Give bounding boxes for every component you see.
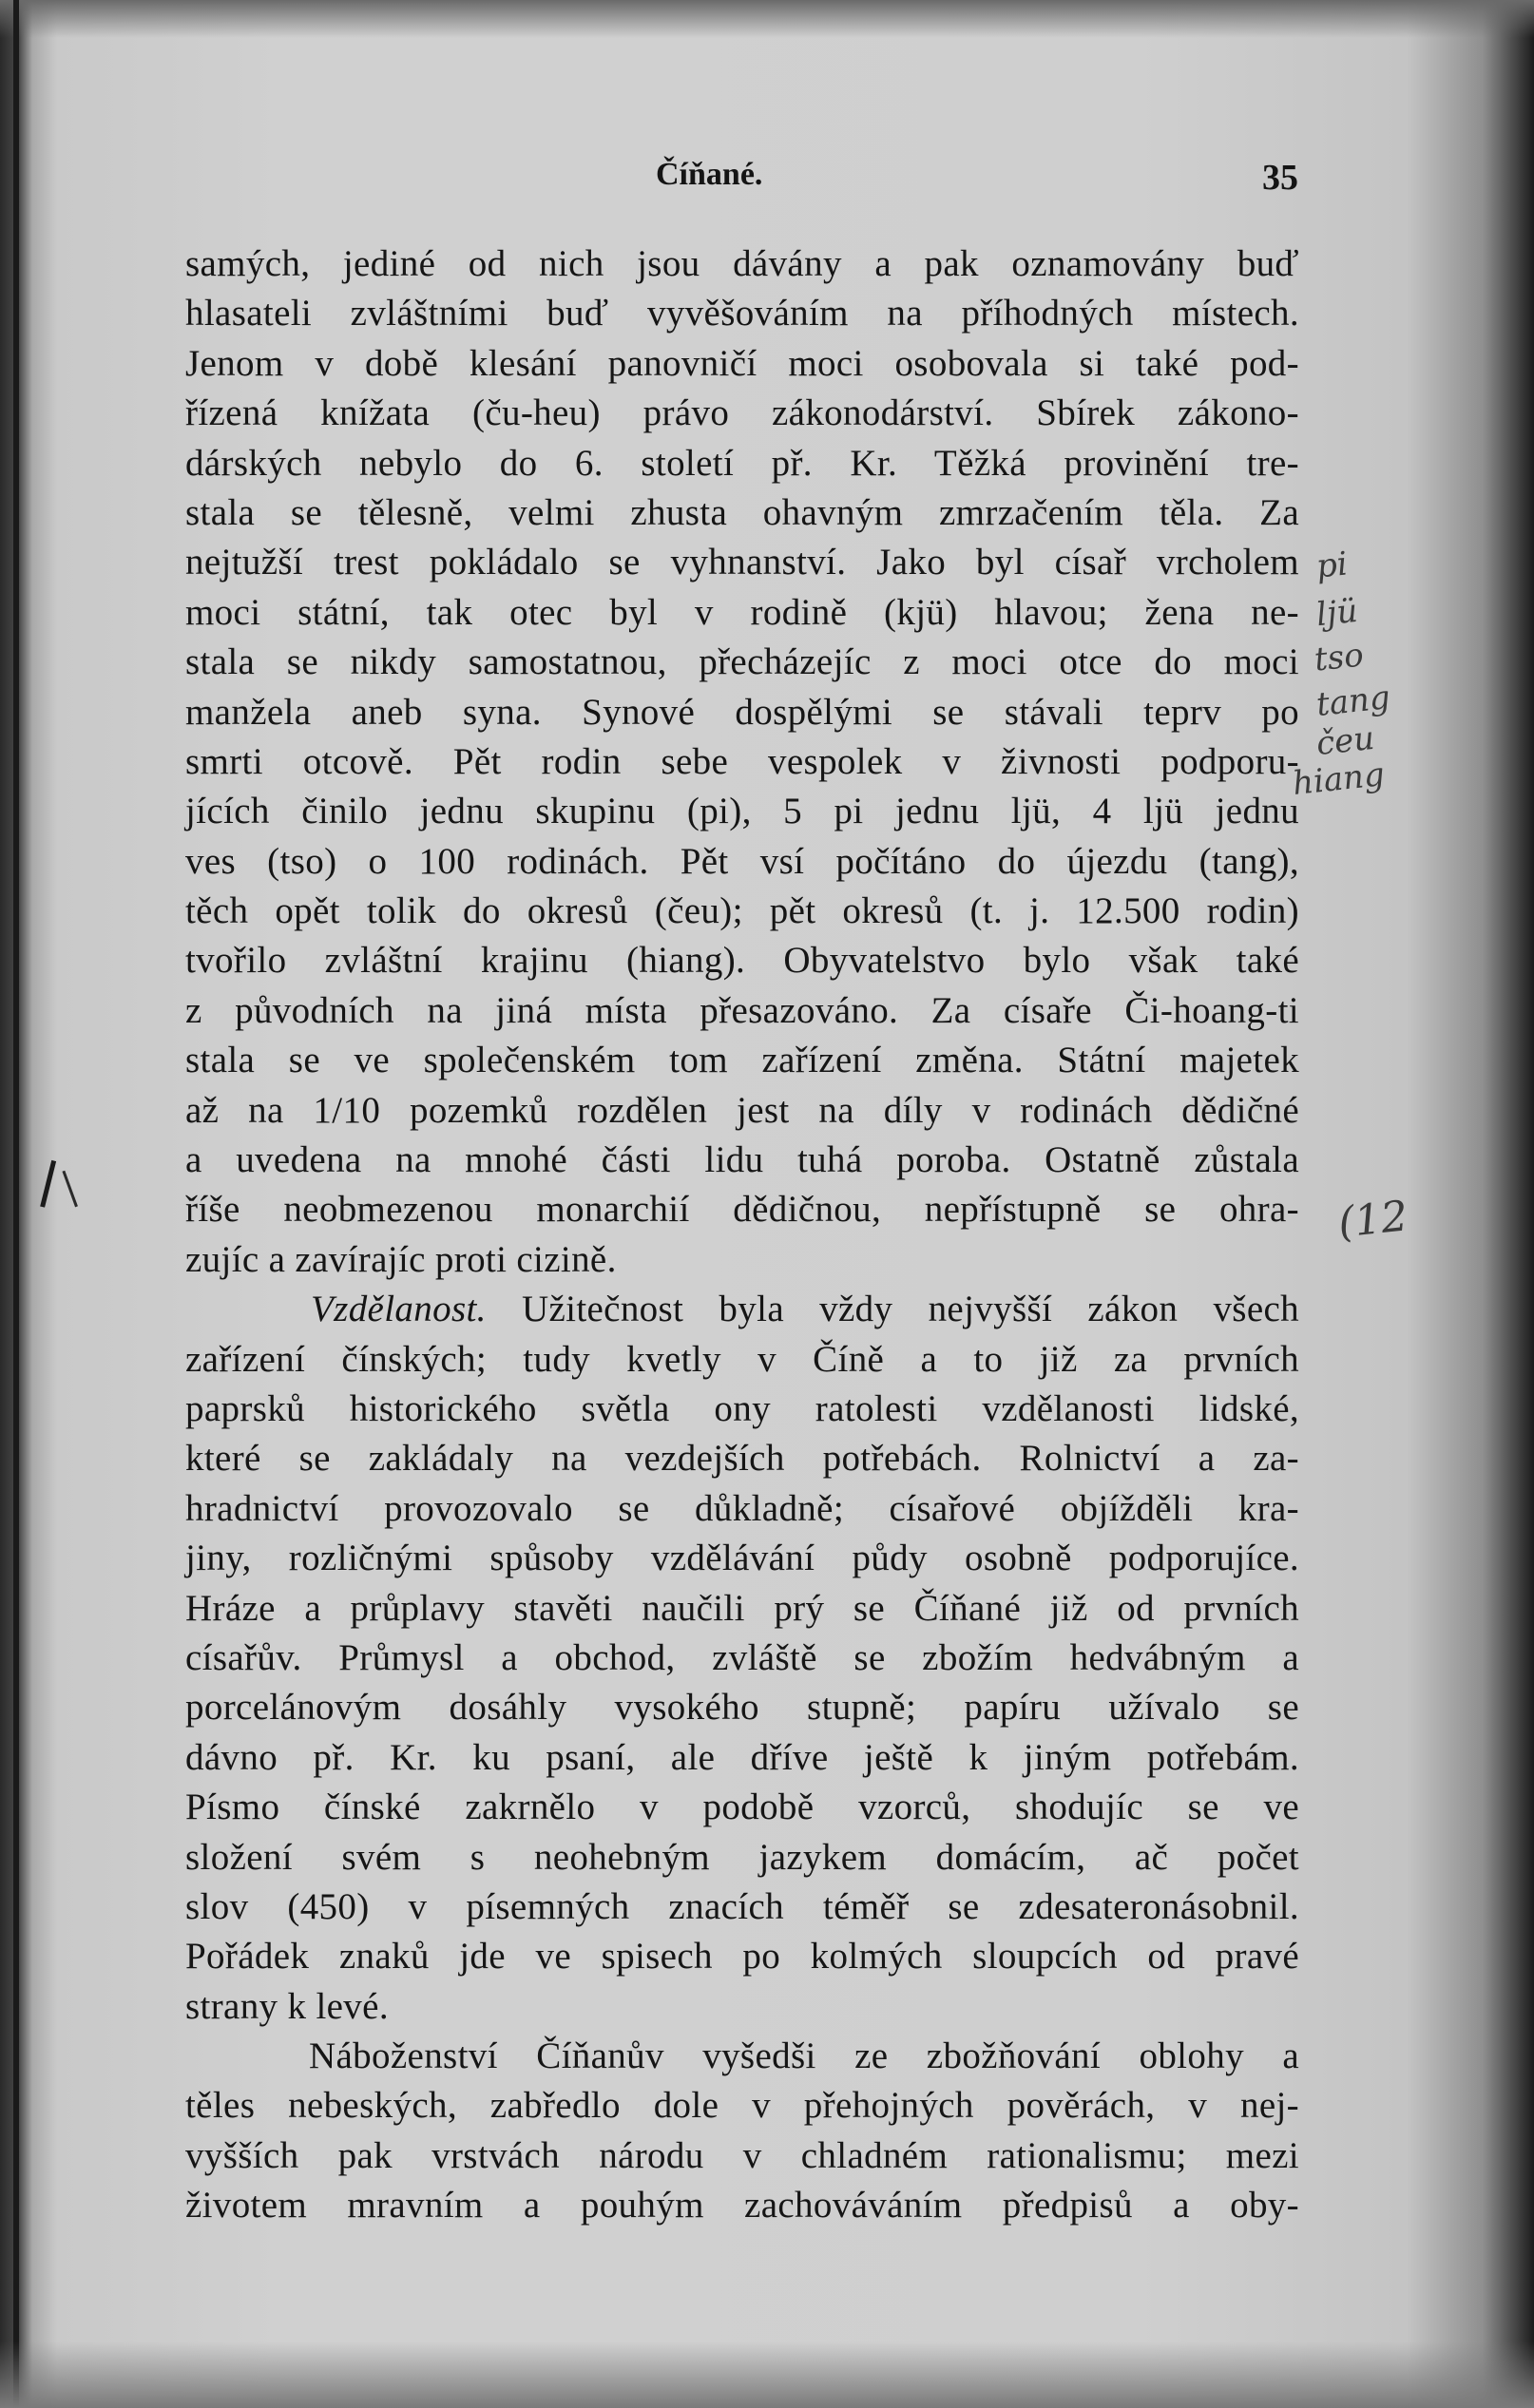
text-line: stala se ve společenském tom zařízení změna. Státní majetek — [185, 1040, 1299, 1081]
text-line: zujíc a zavírajíc proti cizině. — [185, 1238, 617, 1280]
page-header — [0, 157, 1534, 204]
body-text — [185, 239, 1299, 2231]
text-line: moci státní, tak otec byl v rodině (kjü) hlavou; žena ne- — [185, 591, 1299, 633]
text-line: jících činilo jednu skupinu (pi), 5 pi jednu ljü, 4 ljü jednu — [185, 791, 1299, 832]
bottom-edge-shadow — [0, 2341, 1534, 2408]
margin-note: ljü — [1314, 591, 1360, 635]
text-line: životem mravním a pouhým zachováváním předpisů a oby- — [185, 2185, 1299, 2226]
top-edge-shadow — [0, 0, 1534, 38]
text-line: císařův. Průmysl a obchod, zvláště se zbožím hedvábným a — [185, 1636, 1299, 1678]
text-line: stala se nikdy samostatnou, přecházejíc z moci otce do moci — [185, 641, 1299, 683]
text-line: strany k levé. — [185, 1985, 389, 2027]
margin-note: čeu — [1314, 718, 1376, 764]
margin-note: tang — [1314, 678, 1392, 724]
text-line: které se zakládaly na vezdejších potřebách. Rolnictví a za- — [185, 1438, 1299, 1480]
page-number: 35 — [1262, 158, 1298, 198]
text-line: porcelánovým dosáhly vysokého stupně; papíru užívalo se — [185, 1687, 1299, 1729]
text-line: říše neobmezenou monarchií dědičnou, nepřístupně se ohra- — [185, 1189, 1299, 1231]
section-heading: Vzdělanost. — [311, 1289, 487, 1330]
margin-note: pi — [1313, 545, 1350, 586]
section-first-line-text: Užitečnost byla vždy nejvyšší zákon všech — [521, 1289, 1299, 1330]
text-line: řízená knížata (ču-heu) právo zákonodárství. Sbírek zákono- — [185, 392, 1299, 434]
text-line: hlasateli zvláštními buď vyvěšováním na příhodných místech. — [185, 293, 1299, 334]
text-line: stala se tělesně, velmi zhusta ohavným zmrzačením těla. Za — [185, 491, 1299, 533]
pencil-mark — [62, 1169, 83, 1208]
text-line: a uvedena na mnohé části lidu tuhá poroba. Ostatně zůstala — [185, 1139, 1299, 1181]
text-line: Písmo čínské zakrnělo v podobě vzorců, shodujíc se ve — [185, 1787, 1299, 1828]
text-line: dávno př. Kr. ku psaní, ale dříve ještě k jiným potřebám. — [185, 1736, 1299, 1778]
text-line: tvořilo zvláštní krajinu (hiang). Obyvatelstvo bylo však také — [185, 940, 1299, 982]
text-line: samých, jediné od nich jsou dávány a pak oznamovány buď — [185, 243, 1299, 284]
text-line: hradnictví provozovalo se důkladně; císařové objížděli kra- — [185, 1487, 1299, 1529]
text-line: zařízení čínských; tudy kvetly v Číně a to již za prvních — [185, 1338, 1299, 1380]
margin-note: (12 — [1335, 1192, 1410, 1248]
text-line: těles nebeských, zabředlo dole v přehojných pověrách, v nej- — [185, 2085, 1299, 2127]
text-line: těch opět tolik do okresů (čeu); pět okresů (t. j. 12.500 rodin) — [185, 890, 1299, 932]
margin-note: tso — [1313, 636, 1366, 679]
text-line: jiny, rozličnými spůsoby vzdělávání půdy osobně podporujíce. — [185, 1538, 1299, 1579]
text-line: paprsků historického světla ony ratolesti vzdělanosti lidské, — [185, 1387, 1299, 1429]
text-line: Hráze a průplavy stavěti naučili prý se Číňané již od prvních — [185, 1587, 1299, 1629]
text-line: vyšších pak vrstvách národu v chladném rationalismu; mezi — [185, 2134, 1299, 2176]
text-line: z původních na jiná místa přesazováno. Za císaře Či-hoang-ti — [185, 989, 1299, 1031]
text-line: složení svém s neohebným jazykem domácím, ač počet — [185, 1836, 1299, 1878]
margin-note: hiang — [1291, 755, 1387, 803]
section-first-line — [185, 1285, 1299, 1334]
text-line: nejtužší trest pokládalo se vyhnanství. Jako byl císař vrcholem — [185, 542, 1299, 583]
running-title: Číňané. — [656, 157, 763, 192]
text-line: smrti otcově. Pět rodin sebe vespolek v živnosti podporu- — [185, 740, 1299, 782]
text-line: dárských nebylo do 6. století př. Kr. Těžká provinění tre- — [185, 442, 1299, 484]
pencil-mark — [40, 1160, 66, 1210]
text-line: Pořádek znaků jde ve spisech po kolmých sloupcích od pravé — [185, 1936, 1299, 1978]
text-line: slov (450) v písemných znacích téměř se zdesateronásobnil. — [185, 1885, 1299, 1927]
text-line: manžela aneb syna. Synové dospělými se stávali teprv po — [185, 691, 1299, 733]
text-line: až na 1/10 pozemků rozdělen jest na díly v rodinách dědičné — [185, 1089, 1299, 1131]
binding-edge — [13, 0, 19, 2408]
text-line: Jenom v době klesání panovničí moci osobovala si také pod- — [185, 342, 1299, 384]
text-line: ves (tso) o 100 rodinách. Pět vsí počítáno do újezdu (tang), — [185, 840, 1299, 882]
text-line: Náboženství Číňanův vyšedši ze zbožňování oblohy a — [309, 2035, 1299, 2077]
